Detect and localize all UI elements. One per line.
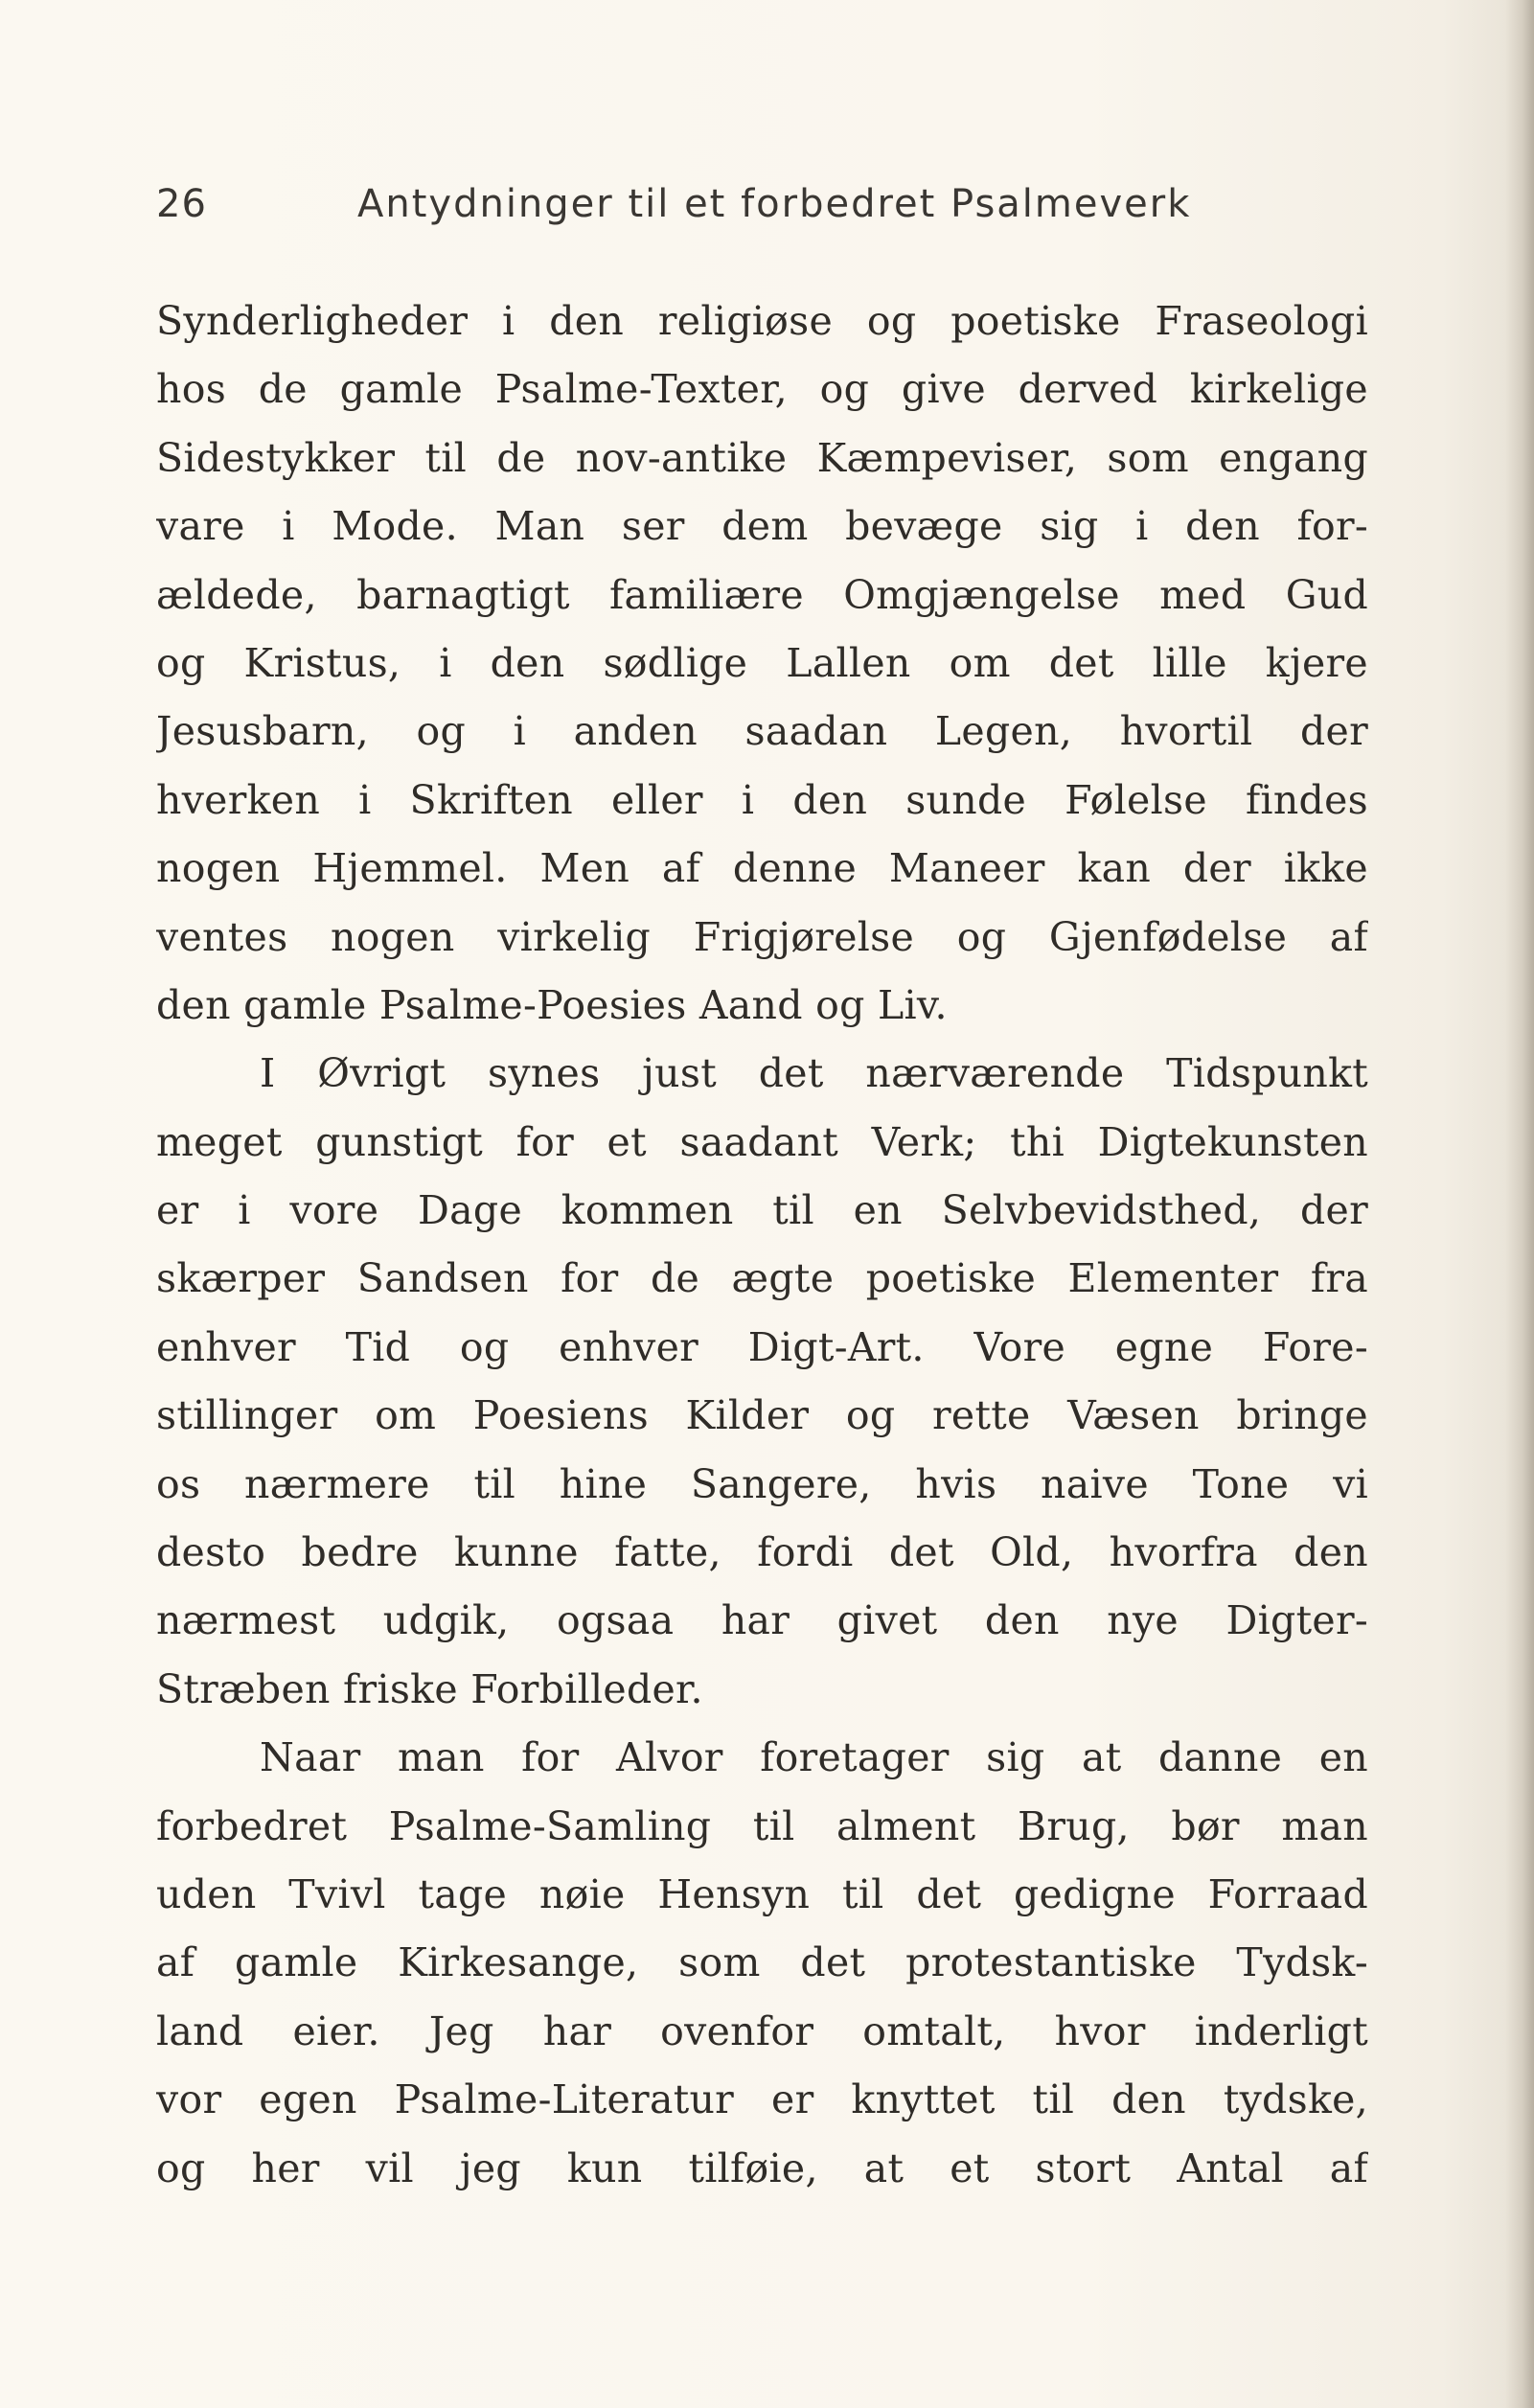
text-line: stillinger om Poesiens Kilder og rette Væsen bringe xyxy=(156,1392,1368,1439)
text-line: og her vil jeg kun tilføie, at et stort Antal af xyxy=(156,2144,1368,2191)
text-line: ældede, barnagtigt familiære Omgjængelse med Gud xyxy=(156,571,1368,618)
body-text xyxy=(156,287,1368,2203)
text-line: Naar man for Alvor foretager sig at danne en xyxy=(260,1734,1368,1781)
text-line: desto bedre kunne fatte, fordi det Old, hvorfra den xyxy=(156,1529,1368,1576)
text-line: ventes nogen virkelig Frigjørelse og Gjenfødelse af xyxy=(156,913,1368,960)
text-line: forbedret Psalme-Samling til alment Brug, bør man xyxy=(156,1802,1368,1849)
text-line: af gamle Kirkesange, som det protestantiske Tydsk- xyxy=(156,1939,1368,1986)
text-line: skærper Sandsen for de ægte poetiske Elementer fra xyxy=(156,1255,1368,1302)
text-line: nogen Hjemmel. Men af denne Maneer kan der ikke xyxy=(156,845,1368,892)
text-line: Jesusbarn, og i anden saadan Legen, hvortil der xyxy=(156,708,1368,755)
running-title: Antydninger til et forbedret Psalmeverk xyxy=(357,182,1192,226)
text-line: og Kristus, i den sødlige Lallen om det lille kjere xyxy=(156,639,1368,686)
text-line: er i vore Dage kommen til en Selvbevidsthed, der xyxy=(156,1187,1368,1234)
text-line: Synderligheder i den religiøse og poetiske Fraseologi xyxy=(156,298,1368,344)
text-line: land eier. Jeg har ovenfor omtalt, hvor inderligt xyxy=(156,2007,1368,2054)
text-line: hverken i Skriften eller i den sunde Følelse findes xyxy=(156,776,1368,823)
text-line: vare i Mode. Man ser dem bevæge sig i den for- xyxy=(156,503,1368,550)
page-header xyxy=(156,182,1368,240)
text-line: uden Tvivl tage nøie Hensyn til det gedigne Forraad xyxy=(156,1870,1368,1917)
text-line: enhver Tid og enhver Digt-Art. Vore egne Fore- xyxy=(156,1323,1368,1370)
text-line: vor egen Psalme-Literatur er knyttet til den tydske, xyxy=(156,2076,1368,2123)
page-edge-shadow xyxy=(1505,0,1534,2408)
text-line: Stræben friske Forbilleder. xyxy=(156,1665,703,1712)
page-number: 26 xyxy=(156,182,207,226)
text-line: Sidestykker til de nov-antike Kæmpeviser, som engang xyxy=(156,434,1368,481)
text-line: os nærmere til hine Sangere, hvis naive Tone vi xyxy=(156,1460,1368,1507)
text-line: den gamle Psalme-Poesies Aand og Liv. xyxy=(156,981,948,1028)
text-line: nærmest udgik, ogsaa har givet den nye Digter- xyxy=(156,1597,1368,1644)
text-line: meget gunstigt for et saadant Verk; thi Digtekunsten xyxy=(156,1118,1368,1165)
text-line: hos de gamle Psalme-Texter, og give derved kirkelige xyxy=(156,366,1368,413)
text-line: I Øvrigt synes just det nærværende Tidspunkt xyxy=(260,1050,1368,1097)
